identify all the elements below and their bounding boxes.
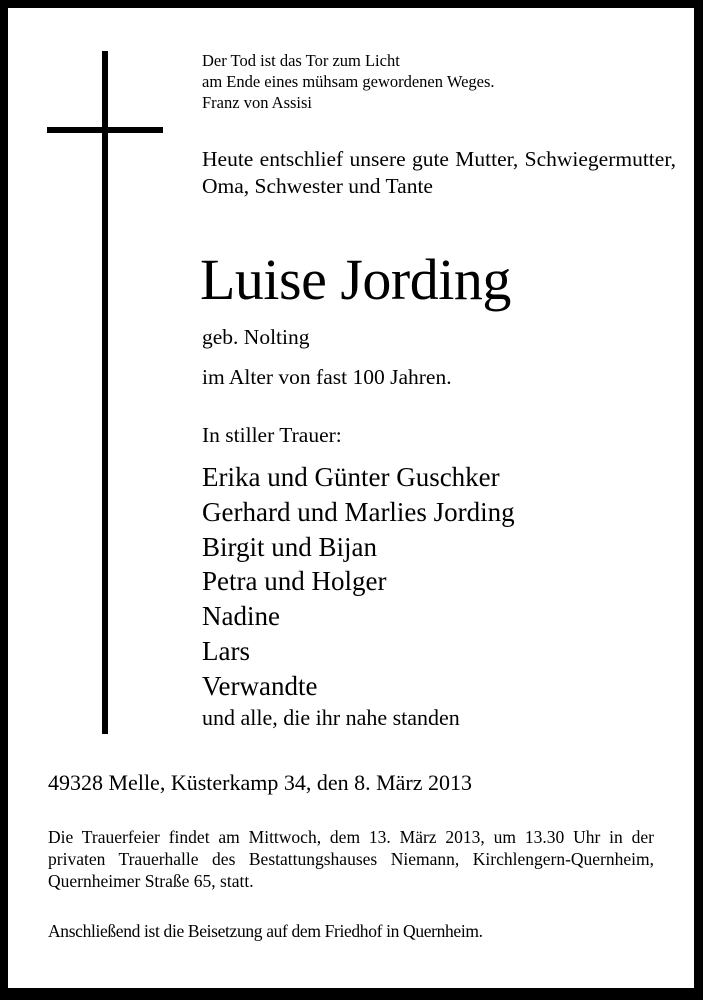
birth-name: geb. Nolting — [202, 325, 310, 349]
funeral-service-text: Die Trauerfeier findet am Mittwoch, dem 13. März 2013, um 13.30 Uhr in der privaten Trauerhalle des Bestattungshauses Niemann, Kirchlengern-Quernheim, Quernheimer Straße 65, statt. — [48, 827, 654, 891]
deceased-name: Luise Jording — [200, 247, 511, 312]
mourner: Gerhard und Marlies Jording — [202, 496, 515, 527]
mourner: Nadine — [202, 601, 280, 632]
quote-line: am Ende eines mühsam gewordenen Weges. — [202, 72, 495, 91]
place-and-date: 49328 Melle, Küsterkamp 34, den 8. März 2013 — [48, 770, 473, 795]
quote — [202, 50, 495, 113]
mourners-list — [202, 460, 515, 704]
cross-vertical-bar — [102, 51, 108, 734]
intro-text: Heute entschlief unsere gute Mutter, Schwiegermutter, Oma, Schwester und Tante — [202, 147, 676, 198]
quote-line: Der Tod ist das Tor zum Licht — [202, 51, 400, 70]
burial-text: Anschließend ist die Beisetzung auf dem Friedhof in Quernheim. — [48, 921, 483, 941]
mourner: Birgit und Bijan — [202, 531, 378, 562]
mourner: Erika und Günter Guschker — [202, 462, 500, 492]
death-notice-card — [8, 8, 694, 988]
mourner: Verwandte — [202, 670, 318, 701]
mourning-label: In stiller Trauer: — [202, 423, 342, 447]
quote-author: Franz von Assisi — [202, 93, 313, 112]
age-text: im Alter von fast 100 Jahren. — [202, 365, 452, 389]
mourners-others: und alle, die ihr nahe standen — [202, 705, 460, 730]
cross-horizontal-bar — [47, 127, 163, 133]
mourner: Lars — [202, 635, 250, 666]
mourner: Petra und Holger — [202, 566, 387, 597]
